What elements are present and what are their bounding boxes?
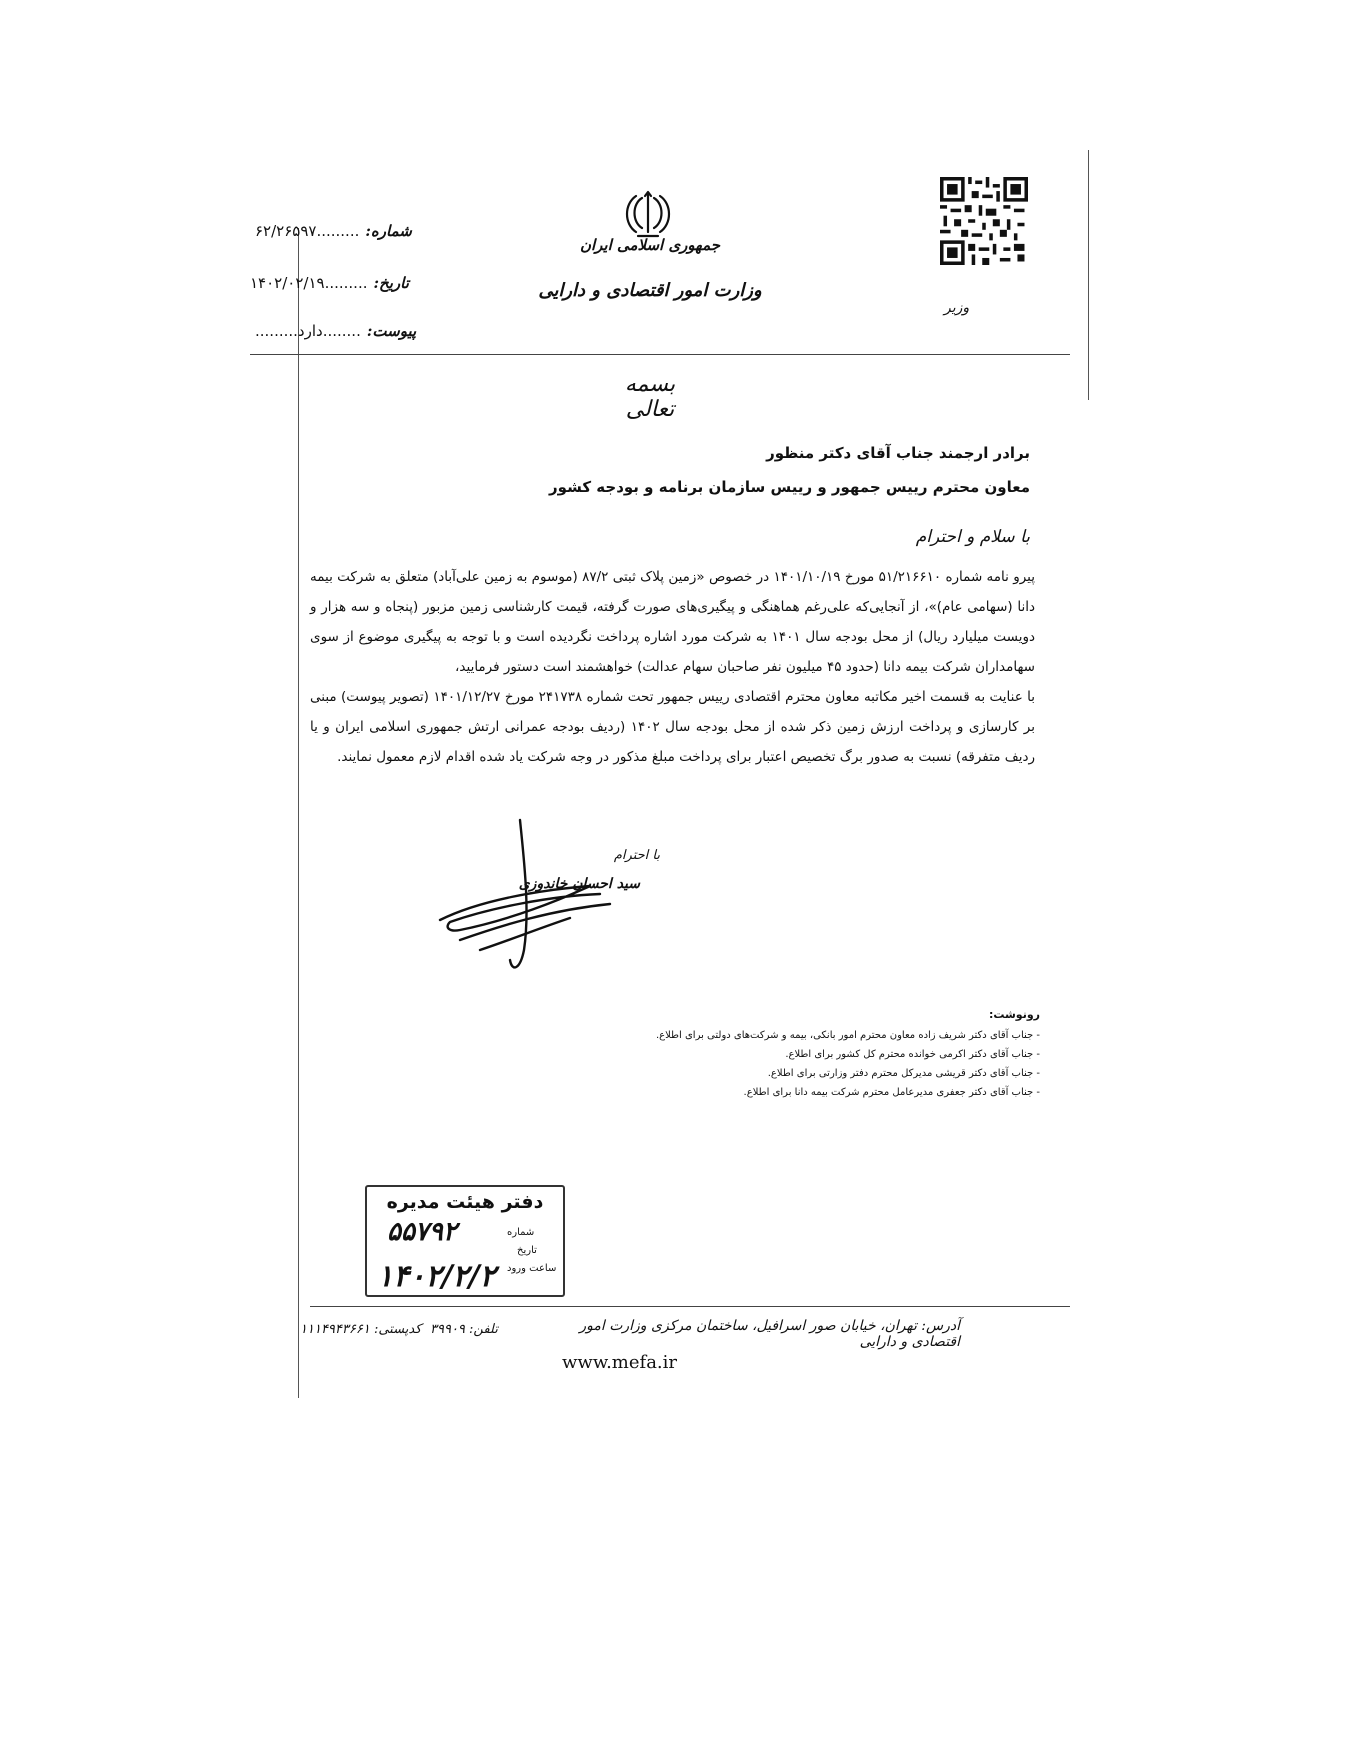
- letter-attachment-label: پیوست:: [366, 322, 417, 340]
- cc-item: - جناب آقای دکتر جعفری مدیرعامل محترم شرکت بیمه دانا برای اطلاع.: [743, 1087, 1040, 1098]
- addressee-line-2: معاون محترم رییس جمهور و رییس سازمان برنامه و بودجه کشور: [549, 478, 1030, 496]
- footer-phone: تلفن: ۳۹۹۰۹: [430, 1322, 498, 1337]
- body-paragraph-1: پیرو نامه شماره ۵۱/۲۱۶۶۱۰ مورخ ۱۴۰۱/۱۰/۱۹ در خصوص «زمین پلاک ثبتی ۸۷/۲ (موسوم به زمین علی‌آباد) متعلق به شرکت بیمه دانا (سهامی عام)»، از آنجایی‌که علی‌رغم هماهنگی و پیگیری‌های صورت گرفته، قیمت کارشناسی زمین مزبور (پنجاه و سه هزار و دویست میلیارد ریال) از محل بودجه سال ۱۴۰۱ به شرکت مورد اشاره پرداخت نگردیده است و با توجه به پیگیری موضوع از سوی سهامداران شرکت بیمه دانا (حدود ۴۵ میلیون نفر صاحبان سهام عدالت) خواهشمند است دستور فرمایید،: [310, 569, 1035, 675]
- stamp-number-label: شماره: [507, 1227, 535, 1238]
- footer-address: آدرس: تهران، خیابان صور اسرافیل، ساختمان مرکزی وزارت امور اقتصادی و دارایی: [579, 1318, 960, 1350]
- letter-date-label: تاریخ:: [373, 274, 409, 292]
- header-divider: [250, 354, 1070, 355]
- footer-divider: [310, 1306, 1070, 1307]
- letter-number: ۶۲/۲۶۵۹۷: [255, 222, 317, 240]
- left-margin-line: [298, 228, 299, 1398]
- letter-attachment: دارد: [297, 322, 323, 340]
- qr-code: [940, 177, 1028, 265]
- office-title: وزیر: [944, 300, 970, 316]
- letter-body: [310, 562, 1035, 772]
- stamp-title: دفتر هیئت مدیره: [386, 1191, 544, 1213]
- letter-attachment-row: پیوست:........دارد.........: [255, 322, 417, 340]
- cc-list: [600, 1026, 1040, 1102]
- receipt-stamp: [365, 1185, 565, 1297]
- letter-date-row: تاریخ:.........۱۴۰۲/۰۲/۱۹: [250, 274, 409, 292]
- footer-postal-code: کدپستی: ۱۱۱۴۹۴۳۶۶۱: [300, 1322, 422, 1337]
- greeting: با سلام و احترام: [915, 527, 1030, 547]
- addressee-block: [340, 436, 1030, 504]
- stamp-date: ۱۴۰۲/۲/۲: [377, 1259, 496, 1294]
- cc-item: - جناب آقای دکتر قریشی مدیرکل محترم دفتر وزارتی برای اطلاع.: [767, 1068, 1040, 1079]
- cc-title: رونوشت:: [988, 1008, 1040, 1021]
- letter-number-label: شماره:: [365, 222, 412, 240]
- signatory-name: سید احسان خاندوزی: [518, 876, 640, 892]
- signature-closing: با احترام: [613, 848, 660, 863]
- ministry-name: وزارت امور اقتصادی و دارایی: [538, 280, 762, 301]
- letter-number-row: شماره:.........۶۲/۲۶۵۹۷: [255, 222, 412, 240]
- country-name: جمهوری اسلامی ایران: [579, 236, 721, 254]
- right-margin-line: [1088, 150, 1089, 400]
- body-paragraph-2: با عنایت به قسمت اخیر مکاتبه معاون محترم اقتصادی رییس جمهور تحت شماره ۲۴۱۷۳۸ مورخ ۱۴۰۱/۱۲/۲۷ (تصویر پیوست) مبنی بر کارسازی و پرداخت ارزش زمین ذکر شده از محل بودجه سال ۱۴۰۲ (ردیف بودجه عمرانی ارتش جمهوری اسلامی ایران و یا ردیف متفرقه) نسبت به صدور برگ تخصیص اعتبار برای پرداخت مبلغ مذکور در وجه شرکت یاد شده اقدام لازم معمول نمایند.: [310, 689, 1035, 765]
- stamp-number: ۵۵۷۹۲: [387, 1217, 457, 1247]
- cc-item: - جناب آقای دکتر شریف زاده معاون محترم امور بانکی، بیمه و شرکت‌های دولتی برای اطلاع.: [655, 1030, 1040, 1041]
- footer-website-link[interactable]: www.mefa.ir: [562, 1352, 678, 1373]
- letter-date: ۱۴۰۲/۰۲/۱۹: [250, 274, 325, 292]
- basmala: بسمه تعالی: [624, 372, 676, 422]
- stamp-time-label: ساعت ورود: [507, 1263, 557, 1274]
- cc-item: - جناب آقای دکتر اکرمی خوانده محترم کل کشور برای اطلاع.: [785, 1049, 1040, 1060]
- addressee-line-1: برادر ارجمند جناب آقای دکتر منظور: [766, 444, 1030, 462]
- stamp-date-label: تاریخ: [517, 1245, 537, 1256]
